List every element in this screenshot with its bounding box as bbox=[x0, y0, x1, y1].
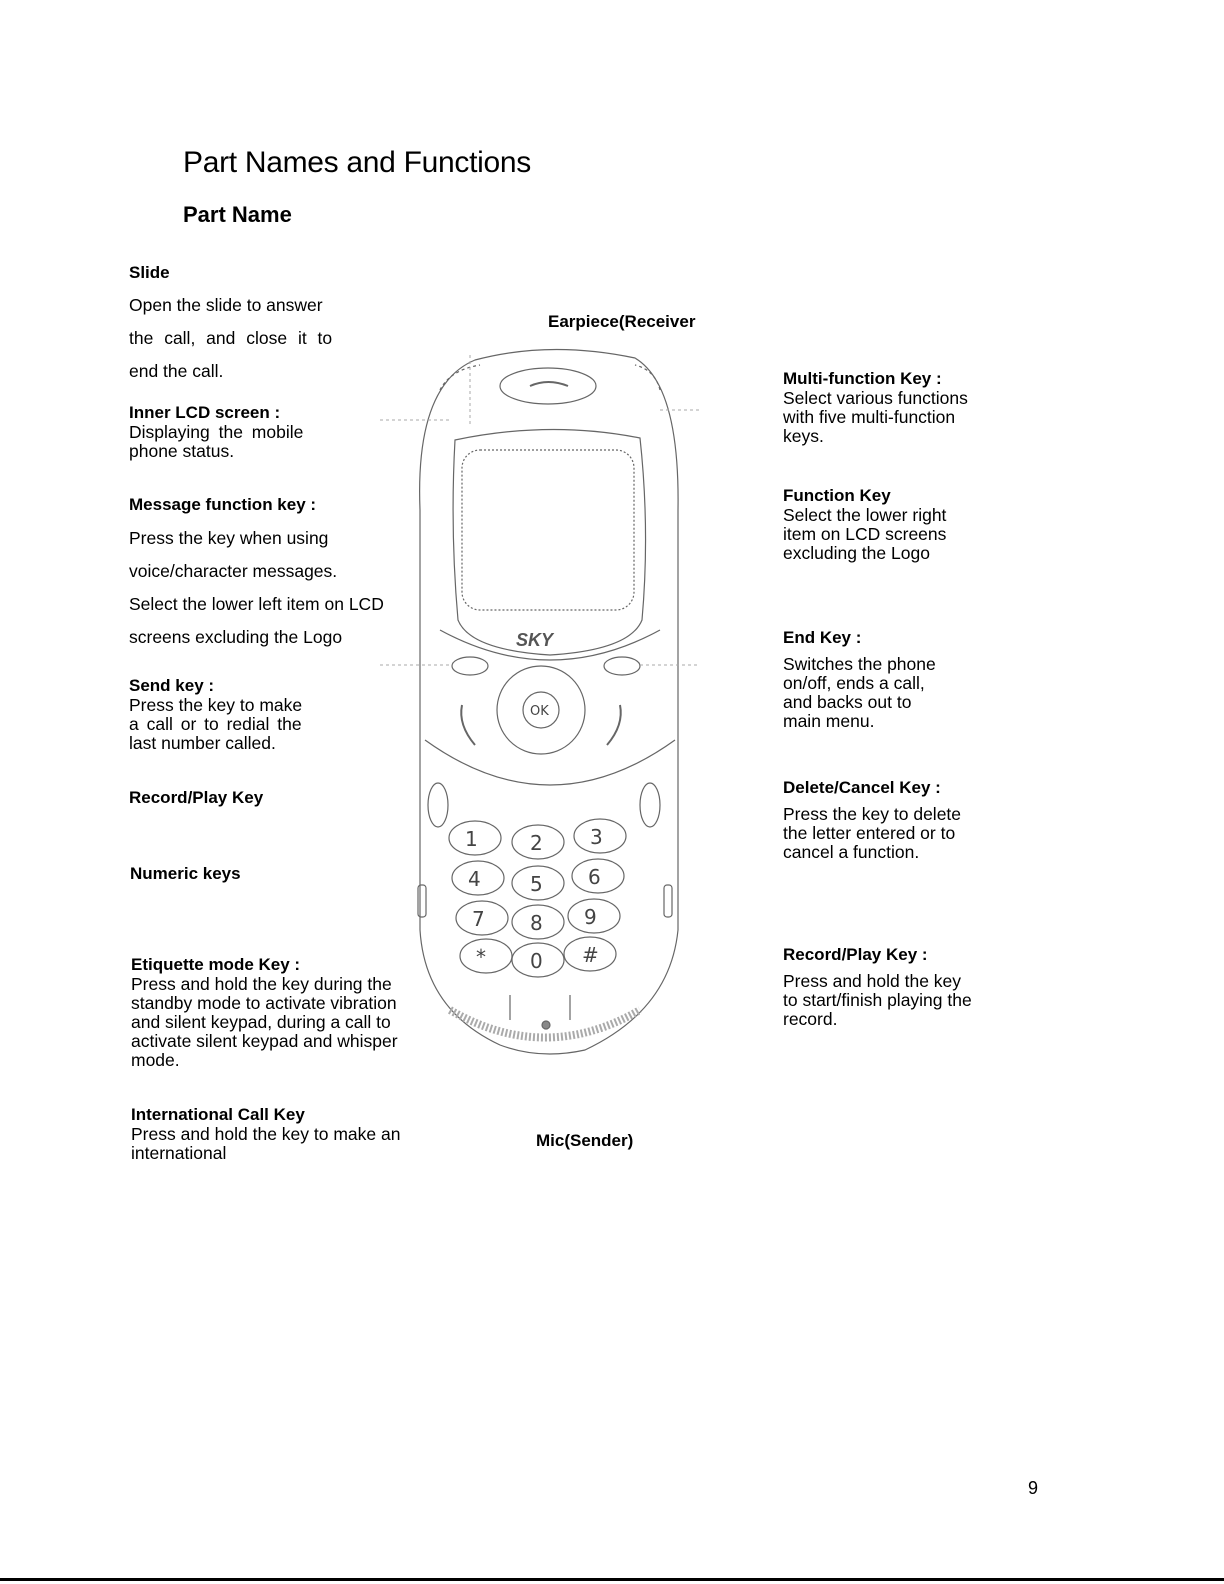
end-key-line: on/off, ends a call, bbox=[783, 673, 925, 693]
message-key-description bbox=[129, 522, 384, 654]
message-key-label: Message function key : bbox=[129, 495, 317, 514]
section-subtitle: Part Name bbox=[183, 202, 292, 227]
earpiece-grille bbox=[530, 382, 568, 386]
mic-slot bbox=[510, 995, 570, 1020]
lcd-frame bbox=[453, 429, 645, 655]
multi-function-line: keys. bbox=[783, 426, 824, 446]
etiquette-line: mode. bbox=[131, 1050, 180, 1070]
record-play-line: record. bbox=[783, 1009, 838, 1029]
delete-cancel-line: cancel a function. bbox=[783, 842, 920, 862]
send-key-description bbox=[129, 696, 302, 753]
slide-description bbox=[129, 289, 332, 388]
inner-lcd-description bbox=[129, 423, 303, 461]
inner-lcd-line: phone status. bbox=[129, 441, 235, 461]
send-key-line: Press the key to make bbox=[129, 695, 303, 715]
slide-label: Slide bbox=[129, 263, 170, 282]
earpiece bbox=[500, 368, 596, 404]
international-line: international bbox=[131, 1143, 227, 1163]
function-key-line: item on LCD screens bbox=[783, 524, 947, 544]
multi-function-key-label: Multi-function Key : bbox=[783, 369, 942, 388]
multi-function-key-description bbox=[783, 389, 968, 446]
etiquette-line: Press and hold the key during the bbox=[131, 974, 392, 994]
etiquette-side-key[interactable] bbox=[418, 885, 426, 917]
function-key-line: excluding the Logo bbox=[783, 543, 930, 563]
ok-key-label: OK bbox=[530, 704, 549, 719]
key-label-2: 2 bbox=[530, 831, 543, 855]
key-label-6: 6 bbox=[588, 865, 601, 889]
brand-logo: SKY bbox=[516, 630, 554, 650]
page-number: 9 bbox=[1028, 1478, 1039, 1498]
end-key-description bbox=[783, 655, 936, 731]
etiquette-line: and silent keypad, during a call to bbox=[131, 1012, 391, 1032]
delete-cancel-key-label: Delete/Cancel Key : bbox=[783, 778, 941, 797]
key-label-5: 5 bbox=[530, 872, 543, 896]
slide-line: Open the slide to answer bbox=[129, 295, 323, 315]
key-label-3: 3 bbox=[590, 825, 603, 849]
bottom-rule bbox=[0, 1578, 1224, 1581]
multi-function-line: with five multi-function bbox=[783, 407, 956, 427]
record-play-key[interactable] bbox=[428, 783, 448, 827]
inner-lcd-screen bbox=[462, 450, 634, 610]
message-key-line: Select the lower left item on LCD bbox=[129, 594, 384, 614]
record-play-line: Press and hold the key bbox=[783, 971, 962, 991]
mic-label: Mic(Sender) bbox=[536, 1131, 634, 1150]
record-play-key-label-left: Record/Play Key bbox=[129, 788, 264, 807]
inner-lcd-label: Inner LCD screen : bbox=[129, 403, 281, 422]
page-title: Part Names and Functions bbox=[183, 146, 531, 179]
numeric-keys-label: Numeric keys bbox=[130, 864, 241, 883]
key-label-8: 8 bbox=[530, 911, 543, 935]
message-key-line: voice/character messages. bbox=[129, 561, 338, 581]
etiquette-line: activate silent keypad and whisper bbox=[131, 1031, 398, 1051]
message-function-key[interactable] bbox=[452, 657, 488, 675]
etiquette-key-description bbox=[131, 975, 398, 1070]
message-key-line: Press the key when using bbox=[129, 528, 329, 548]
inner-lcd-line: Displaying the mobile bbox=[129, 422, 304, 442]
record-play-key-label-right: Record/Play Key : bbox=[783, 945, 928, 964]
key-label-star: * bbox=[476, 945, 486, 969]
end-key[interactable] bbox=[607, 705, 621, 745]
key-label-7: 7 bbox=[472, 907, 485, 931]
message-key-line: screens excluding the Logo bbox=[129, 627, 343, 647]
end-key-label: End Key : bbox=[783, 628, 862, 647]
delete-cancel-line: Press the key to delete bbox=[783, 804, 962, 824]
slide-line: end the call. bbox=[129, 361, 224, 381]
send-key-line: last number called. bbox=[129, 733, 276, 753]
slide-line: the call, and close it to bbox=[129, 328, 333, 348]
multi-function-line: Select various functions bbox=[783, 388, 968, 408]
function-key[interactable] bbox=[604, 657, 640, 675]
key-label-0: 0 bbox=[530, 949, 543, 973]
etiquette-key-label: Etiquette mode Key : bbox=[131, 955, 301, 974]
end-key-line: Switches the phone bbox=[783, 654, 936, 674]
key-label-9: 9 bbox=[584, 905, 597, 929]
delete-cancel-key-description bbox=[783, 805, 961, 862]
key-label-4: 4 bbox=[468, 867, 481, 891]
send-key[interactable] bbox=[461, 705, 475, 745]
star-key[interactable] bbox=[460, 939, 512, 973]
key-label-1: 1 bbox=[465, 827, 478, 851]
delete-cancel-line: the letter entered or to bbox=[783, 823, 956, 843]
send-key-label: Send key : bbox=[129, 676, 215, 695]
end-key-line: and backs out to bbox=[783, 692, 912, 712]
function-key-description bbox=[783, 506, 946, 563]
record-play-line: to start/finish playing the bbox=[783, 990, 972, 1010]
end-key-line: main menu. bbox=[783, 711, 875, 731]
delete-cancel-key[interactable] bbox=[640, 783, 660, 827]
send-key-line: a call or to redial the bbox=[129, 714, 302, 734]
phone-body-outline bbox=[420, 349, 678, 1054]
function-key-line: Select the lower right bbox=[783, 505, 947, 525]
international-call-key-description bbox=[131, 1125, 400, 1163]
record-play-key-description bbox=[783, 972, 972, 1029]
key-label-hash: # bbox=[582, 943, 599, 967]
side-key-right[interactable] bbox=[664, 885, 672, 917]
mic bbox=[542, 1021, 550, 1029]
phone-illustration bbox=[380, 330, 700, 1060]
international-line: Press and hold the key to make an bbox=[131, 1124, 401, 1144]
international-call-key-label: International Call Key bbox=[131, 1105, 305, 1124]
etiquette-line: standby mode to activate vibration bbox=[131, 993, 397, 1013]
function-key-label: Function Key bbox=[783, 486, 891, 505]
lower-key-arc bbox=[425, 740, 675, 785]
earpiece-label: Earpiece(Receiver bbox=[548, 312, 696, 331]
